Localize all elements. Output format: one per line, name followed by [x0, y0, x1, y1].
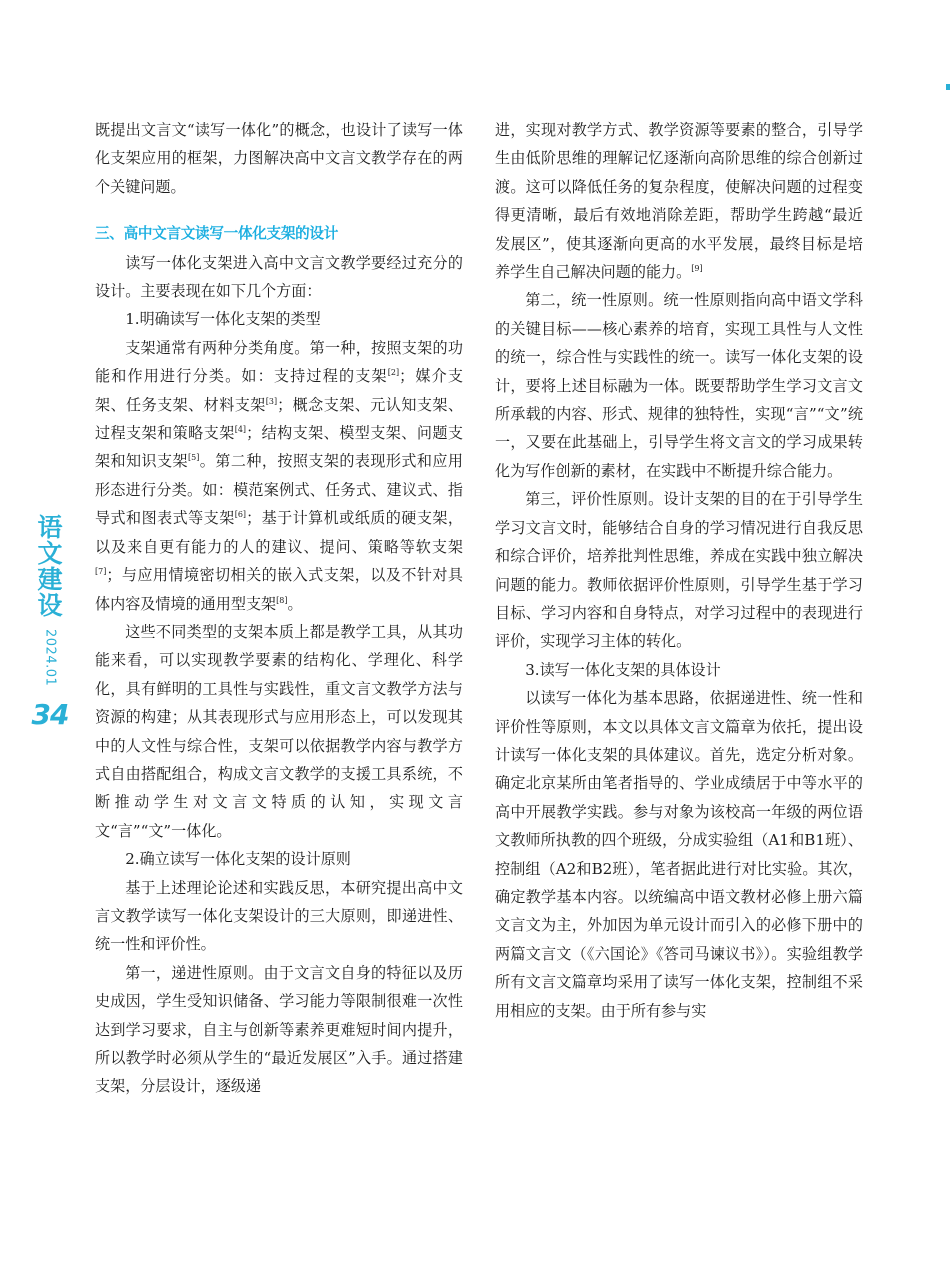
page-number: 34 — [31, 698, 69, 732]
issue-number: 2024.01 — [42, 629, 58, 687]
text-run: ；概念支架、元认知支架、过程支架和策略支架 — [95, 395, 463, 443]
right-column — [495, 116, 863, 1025]
text-run: 。 — [287, 594, 303, 613]
journal-char: 语 — [37, 513, 63, 542]
paragraph: 第三，评价性原则。设计支架的目的在于引导学生学习文言文时，能够结合自身的学习情况进行自我反思和综合评价，培养批判性思维，养成在实践中独立解决问题的能力。教师依据评价性原则，引导学生基于学习目标、学习内容和自身特点，对学习过程中的表现进行评价，实现学习主体的转化。 — [495, 490, 863, 651]
text-run: ；结构支架、模型支架、问题支架和知识支架 — [95, 424, 463, 471]
citation-ref: [4] — [234, 425, 247, 435]
citation-ref: [8] — [276, 595, 288, 605]
text-run: 进，实现对教学方式、教学资源等要素的整合，引导学生由低阶思维的理解记忆逐渐向高阶思维的综合创新过渡。这可以降低任务的复杂程度，使解决问题的过程变得更清晰，最后有效地消除差距，帮助学生跨越“最近发展区”，使其逐渐向更高的水平发展，最终目标是培养学生自己解决问题的能力。 — [495, 121, 863, 282]
section-heading: 三、高中文言文读写一体化支架的设计 — [95, 225, 338, 243]
text-run: 支架通常有两种分类角度。第一种，按照支架的功能和作用进行分类。如：支持过程的支架 — [95, 338, 463, 386]
paragraph: 这些不同类型的支架本质上都是教学工具，从其功能来看，可以实现教学要素的结构化、学理化、科学化，具有鲜明的工具性与实践性，重文言文教学方法与资源的构建；从其表现形式与应用形态上，可以发现其中的人文性与综合性，支架可以依据教学内容与教学方式自由搭配组合，构成文言文教学的支援工具系统，不断推动学生对文言文特质的认知，实现文言文“言”“文”一体化。 — [95, 622, 463, 840]
citation-ref: [9] — [691, 264, 703, 274]
paragraph: 2.确立读写一体化支架的设计原则 — [125, 850, 351, 869]
journal-char: 文 — [37, 539, 63, 568]
citation-ref: [5] — [188, 453, 200, 463]
citation-ref: [3] — [265, 396, 278, 406]
text-run: ；媒介支架、任务支架、材料支架 — [95, 367, 463, 414]
paragraph: 以读写一体化为基本思路，依据递进性、统一性和评价性等原则，本文以具体文言文篇章为依托，提出设计读写一体化支架的具体建议。首先，选定分析对象。确定北京某所由笔者指导的、学业成绩居于中等水平的高中开展教学实践。参与对象为该校高一年级的两位语文教师所执教的四个班级，分成实验组（A1和B1班）、控制组（A2和B2班），笔者据此进行对比实验。其次，确定教学基本内容。以统编高中语文教材必修上册六篇文言文为主，外加因为单元设计而引入的必修下册中的两篇文言文（《六国论》《答司马谏议书》）。实验组教学所有文言文篇章均采用了读写一体化支架，控制组不采用相应的支架。由于所有参与实 — [495, 689, 863, 1020]
paragraph — [95, 334, 463, 618]
paragraph: 基于上述理论论述和实践反思，本研究提出高中文言文教学读写一体化支架设计的三大原则，即递进性、统一性和评价性。 — [95, 878, 463, 954]
paragraph: 1.明确读写一体化支架的类型 — [125, 310, 321, 329]
left-column — [95, 116, 463, 1101]
paragraph: 第二，统一性原则。统一性原则指向高中语文学科的关键目标——核心素养的培育，实现工具性与人文性的统一，综合性与实践性的统一。读写一体化支架的设计，要将上述目标融为一体。既要帮助学生学习文言文所承载的内容、形式、规律的独特性，实现“言”“文”统一，又要在此基础上，引导学生将文言文的学习成果转化为写作创新的素材，在实践中不断提升综合能力。 — [495, 291, 863, 480]
citation-ref: [6] — [234, 510, 247, 520]
paragraph — [495, 116, 863, 286]
journal-char: 建 — [37, 565, 63, 594]
citation-ref: [7] — [95, 567, 107, 577]
paragraph: 3.读写一体化支架的具体设计 — [525, 660, 721, 679]
paragraph: 第一，递进性原则。由于文言文自身的特征以及历史成因，学生受知识储备、学习能力等限制很难一次性达到学习要求，自主与创新等素养更难短时间内提升，所以教学时必须从学生的“最近发展区”入手。通过搭建支架，分层设计，逐级递 — [95, 963, 463, 1096]
text-run: ；基于计算机或纸质的硬支架，以及来自更有能力的人的建议、提问、策略等软支架 — [95, 509, 463, 556]
edge-color-mark — [946, 84, 950, 90]
journal-sidebar — [31, 513, 69, 732]
journal-char: 设 — [37, 591, 63, 620]
journal-name — [37, 515, 62, 619]
citation-ref: [2] — [387, 368, 400, 378]
text-run: ；与应用情境密切相关的嵌入式支架，以及不针对具体内容及情境的通用型支架 — [95, 566, 463, 613]
text-run: 。第二种，按照支架的表现形式和应用形态进行分类。如：模范案例式、任务式、建议式、指导式和图表式等支架 — [95, 452, 463, 528]
paragraph: 既提出文言文“读写一体化”的概念，也设计了读写一体化支架应用的框架，力图解决高中文言文教学存在的两个关键问题。 — [95, 121, 463, 196]
paragraph: 读写一体化支架进入高中文言文教学要经过充分的设计。主要表现在如下几个方面： — [95, 253, 463, 301]
